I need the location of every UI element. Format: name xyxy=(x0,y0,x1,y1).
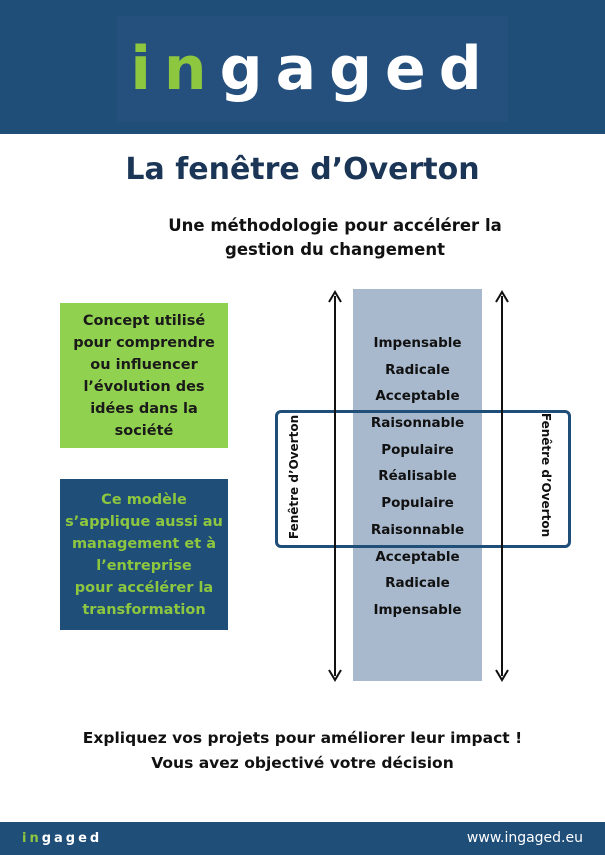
footer-logo xyxy=(22,822,102,855)
level-item: Acceptable xyxy=(375,548,460,565)
conclusion-text xyxy=(40,726,565,776)
management-line: Ce modèle xyxy=(101,491,187,508)
management-line: pour accélérer la xyxy=(74,579,214,596)
management-line: s’applique aussi au xyxy=(65,513,223,530)
level-item: Radicale xyxy=(385,361,450,378)
level-item: Radicale xyxy=(385,575,450,592)
management-line: l’entreprise xyxy=(96,557,192,574)
concept-line: société xyxy=(114,422,174,439)
level-item: Impensable xyxy=(373,335,462,351)
footer-logo-part-gaged: gaged xyxy=(41,831,103,846)
concept-line: idées dans la xyxy=(90,400,198,417)
level-item: Acceptable xyxy=(375,388,460,405)
footer-logo-part-in: in xyxy=(22,831,42,846)
right-double-arrow-icon xyxy=(496,292,508,680)
logo-part-gaged: gaged xyxy=(219,34,495,104)
level-item: Raisonnable xyxy=(370,415,465,432)
conclusion-line: Expliquez vos projets pour améliorer leur impact ! xyxy=(82,729,523,747)
page-title: La fenêtre d’Overton xyxy=(125,152,480,187)
concept-line: l’évolution des xyxy=(83,378,205,395)
left-double-arrow-icon xyxy=(329,292,341,680)
level-item: Réalisable xyxy=(378,468,457,485)
level-item: Impensable xyxy=(373,601,462,618)
subtitle-line: gestion du changement xyxy=(225,240,445,259)
level-item: Populaire xyxy=(381,495,454,512)
level-item: Populaire xyxy=(381,441,454,458)
management-line: transformation xyxy=(82,601,206,618)
window-label-right: Fenêtre d’Overton xyxy=(539,412,553,538)
concept-line: pour comprendre xyxy=(73,334,215,351)
subtitle-line: Une méthodologie pour accélérer la xyxy=(168,216,502,235)
level-item: Raisonnable xyxy=(370,521,465,538)
footer-url-link[interactable]: www.ingaged.eu xyxy=(466,830,583,846)
logo-part-in: in xyxy=(130,34,220,104)
conclusion-line: Vous avez objectivé votre décision xyxy=(151,754,454,772)
concept-line: ou influencer xyxy=(90,356,198,373)
footer-bar xyxy=(0,822,605,855)
concept-line: Concept utilisé xyxy=(82,312,206,329)
management-line: management et à xyxy=(71,535,217,552)
window-label-left: Fenêtre d’Overton xyxy=(287,414,301,540)
